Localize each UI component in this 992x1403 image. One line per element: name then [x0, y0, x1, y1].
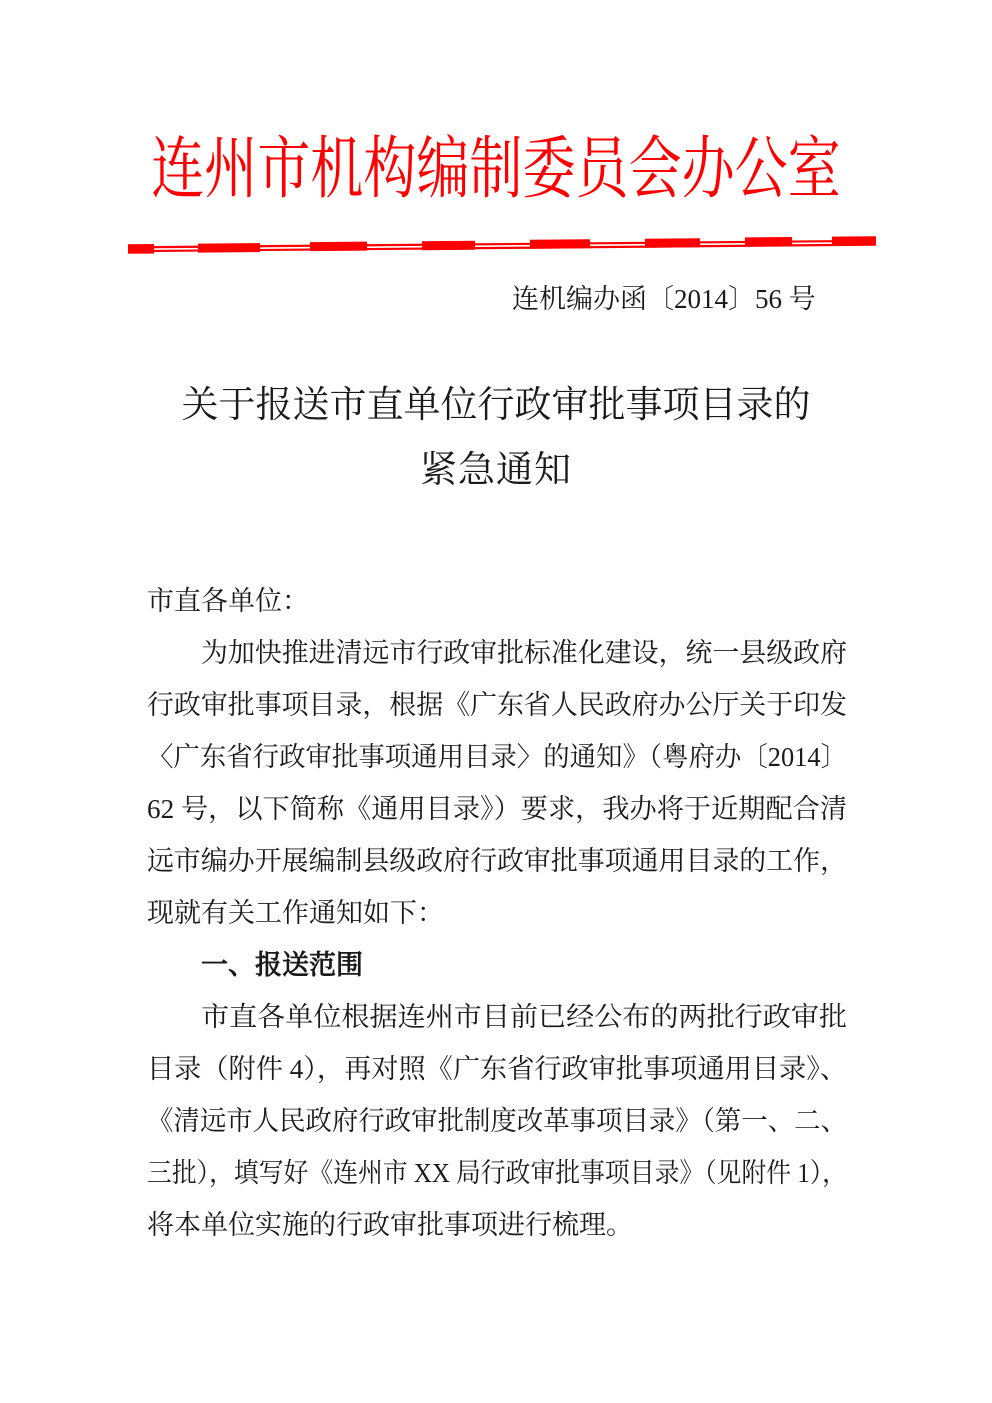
body-line: 为加快推进清远市行政审批标准化建设，统一县级政府	[201, 638, 847, 668]
body-line: 62 号，以下简称《通用目录》）要求，我办将于近期配合清	[147, 794, 848, 824]
notice-title-line2: 紧急通知	[420, 450, 572, 491]
notice-body	[147, 575, 847, 1251]
body-line: 《清远市人民政府行政审批制度改革事项目录》（第一、二、	[147, 1106, 847, 1136]
issuing-agency-name	[0, 130, 992, 208]
body-line: 远市编办开展编制县级政府行政审批事项通用目录的工作，	[147, 846, 847, 876]
body-line: 行政审批事项目录，根据《广东省人民政府办公厅关于印发	[147, 690, 847, 720]
body-line: 〈广东省行政审批事项通用目录〉的通知》（粤府办〔2014〕	[147, 742, 847, 772]
issuing-agency-name-text: 连州市机构编制委员会办公室	[151, 131, 841, 207]
body-line: 现就有关工作通知如下：	[147, 898, 444, 928]
section-heading: 一、报送范围	[201, 950, 363, 980]
body-line: 市直各单位根据连州市目前已经公布的两批行政审批	[201, 1002, 847, 1032]
notice-title-line1: 关于报送市直单位行政审批事项目录的	[181, 385, 811, 426]
body-line: 三批），填写好《连州市 XX 局行政审批事项目录》（见附件 1），	[147, 1158, 847, 1188]
body-line: 将本单位实施的行政审批事项进行梳理。	[147, 1210, 633, 1240]
body-line: 目录（附件 4），再对照《广东省行政审批事项通用目录》、	[147, 1054, 848, 1084]
document-reference-number: 连机编办函〔2014〕56 号	[512, 284, 816, 314]
red-divider-line	[128, 228, 876, 254]
salutation: 市直各单位：	[147, 586, 309, 616]
